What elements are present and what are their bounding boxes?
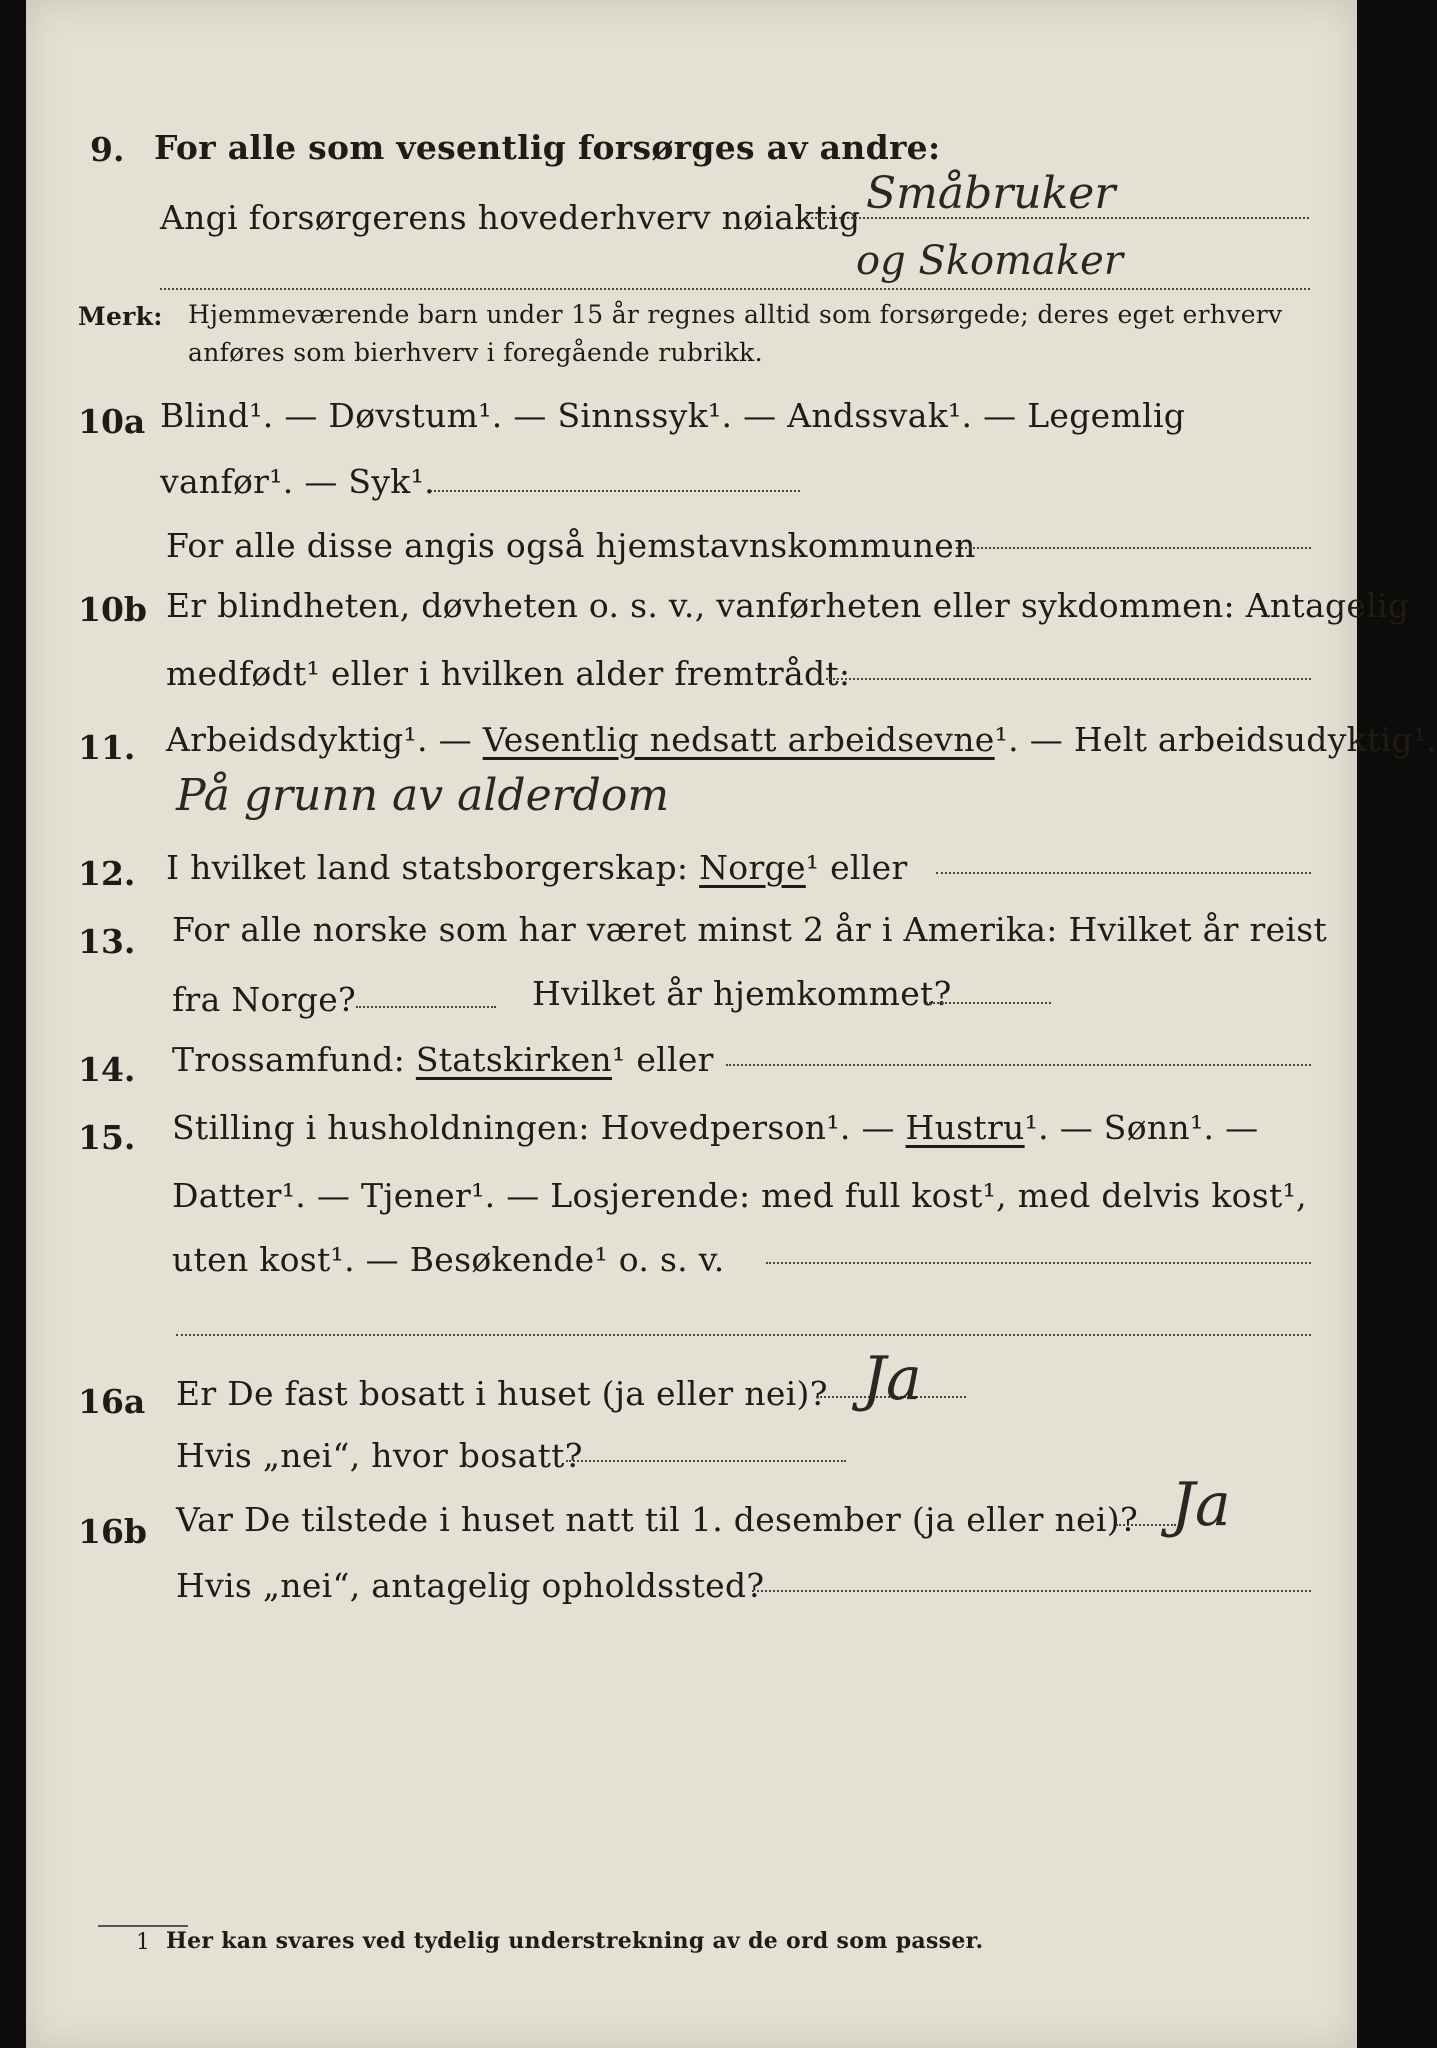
q12-part1: I hvilket land statsborgerskap: [166, 848, 700, 887]
q16a-line1: Er De fast bosatt i huset (ja eller nei)? [176, 1374, 828, 1413]
q13-line2a: fra Norge? [172, 980, 357, 1019]
q10a-line1: Blind¹. — Døvstum¹. — Sinnssyk¹. — Andssvak¹. — Legemlig [160, 396, 1186, 435]
q15-dotted-line2 [176, 1334, 1311, 1336]
q13-dotted-line2 [926, 1002, 1051, 1004]
footnote-rule [98, 1925, 188, 1927]
merk-label: Merk: [78, 302, 163, 331]
q16a-dotted-line2 [566, 1460, 846, 1462]
footnote-text: Her kan svares ved tydelig understrekning av de ord som passer. [166, 1928, 984, 1954]
q11-part3: ¹. — Helt arbeidsudyktig¹. [994, 720, 1437, 759]
q14-number: 14. [78, 1050, 136, 1089]
q16b-dotted-line1 [1116, 1524, 1176, 1526]
q16a-handwritten-answer: Ja [862, 1344, 922, 1414]
q15-line1 [172, 1108, 1258, 1147]
q15-line1a: Stilling i husholdningen: Hovedperson¹. — [172, 1108, 906, 1147]
q15-line1b-underlined: Hustru [905, 1108, 1025, 1147]
q9-line2: Angi forsørgerens hovederhverv nøiaktig [160, 198, 861, 237]
q11-line1 [166, 720, 1437, 759]
footnote-mark: 1 [136, 1930, 151, 1955]
census-form-page [26, 0, 1437, 2048]
q12-part3: ¹ eller [805, 848, 908, 887]
q16a-number: 16a [78, 1382, 146, 1421]
q10b-number: 10b [78, 590, 147, 629]
q16b-line1: Var De tilstede i huset natt til 1. desember (ja eller nei)? [176, 1500, 1138, 1539]
q15-number: 15. [78, 1118, 136, 1157]
q16b-dotted-line2 [752, 1590, 1311, 1592]
q15-dotted-line1 [766, 1262, 1311, 1264]
q16b-number: 16b [78, 1512, 147, 1551]
q9-handwritten-answer1: Småbruker [866, 168, 1116, 219]
q10a-number: 10a [78, 402, 146, 441]
q11-handwritten-answer: På grunn av alderdom [176, 770, 670, 821]
q10a-dotted-line1 [430, 490, 800, 492]
merk-line1: Hjemmeværende barn under 15 år regnes alltid som forsørgede; deres eget erhverv [188, 300, 1283, 329]
q15-line3: uten kost¹. — Besøkende¹ o. s. v. [172, 1240, 725, 1279]
q11-part2-underlined: Vesentlig nedsatt arbeidsevne [482, 720, 995, 759]
q14-part1: Trossamfund: [172, 1040, 416, 1079]
q13-line1: For alle norske som har været minst 2 år i Amerika: Hvilket år reist [172, 910, 1328, 949]
q14-line [172, 1040, 714, 1079]
q9-line1: For alle som vesentlig forsørges av andre: [154, 128, 941, 167]
q9-number: 9. [90, 130, 125, 169]
q9-answer-dotted-line2 [160, 288, 1310, 290]
q13-number: 13. [78, 922, 136, 961]
q16a-line2: Hvis „nei“, hvor bosatt? [176, 1436, 583, 1475]
q16b-line2: Hvis „nei“, antagelig opholdssted? [176, 1566, 765, 1605]
q12-line [166, 848, 908, 887]
q15-line1c: ¹. — Sønn¹. — [1024, 1108, 1259, 1147]
q13-dotted-line1 [356, 1006, 496, 1008]
q13-line2b: Hvilket år hjemkommet? [532, 974, 952, 1013]
merk-line2: anføres som bierhverv i foregående rubrikk. [188, 338, 763, 367]
q12-number: 12. [78, 854, 136, 893]
q15-line2: Datter¹. — Tjener¹. — Losjerende: med full kost¹, med delvis kost¹, [172, 1176, 1307, 1215]
q14-part3: ¹ eller [612, 1040, 714, 1079]
q14-part2-underlined: Statskirken [415, 1040, 612, 1079]
q10b-dotted-line [826, 678, 1311, 680]
q14-dotted-line [726, 1064, 1311, 1066]
q12-dotted-line [936, 872, 1311, 874]
q9-handwritten-answer2: og Skomaker [856, 238, 1123, 284]
q10b-line2: medfødt¹ eller i hvilken alder fremtrådt: [166, 654, 851, 693]
q12-part2-underlined: Norge [699, 848, 806, 887]
q10a-dotted-line2 [956, 547, 1311, 549]
q10a-line3: For alle disse angis også hjemstavnskommunen [166, 526, 976, 565]
q16b-handwritten-answer: Ja [1171, 1470, 1231, 1540]
q11-number: 11. [78, 728, 136, 767]
q10a-line2: vanfør¹. — Syk¹. [160, 462, 435, 501]
q11-part1: Arbeidsdyktig¹. — [166, 720, 483, 759]
q10b-line1: Er blindheten, døvheten o. s. v., vanførheten eller sykdommen: Antagelig [166, 586, 1410, 625]
